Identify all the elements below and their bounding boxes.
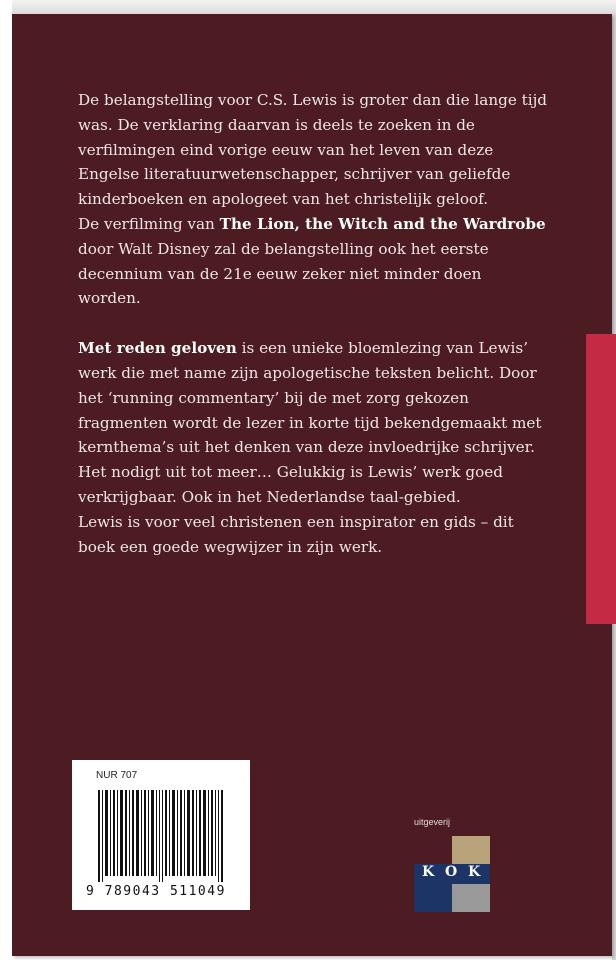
publisher-label: uitgeverij [414, 817, 451, 827]
blurb-text [78, 88, 548, 559]
book-title: Met reden geloven [78, 339, 237, 358]
barcode-icon [98, 790, 226, 882]
blurb-paragraph-3: Lewis is voor veel christenen een inspirator en gids – dit boek een goede wegwijzer in zijn werk. [78, 512, 514, 556]
kok-logo [414, 836, 490, 912]
paragraph-1-continuation: door Walt Disney zal de belangstelling ook het eerste decennium van de 21e eeuw zeker niet minder doen worden. [78, 239, 489, 308]
blurb-paragraph-1 [78, 88, 548, 311]
blurb-paragraph-2 [78, 336, 548, 510]
isbn-number: 9 789043 511049 [86, 884, 226, 899]
logo-letter-k1: K [422, 864, 435, 880]
paragraph-1-film-intro: De verfilming van [78, 214, 215, 233]
book-top-edge [12, 0, 616, 14]
paragraph-2-text: is een unieke bloemlezing van Lewis’ werk die met name zijn apologetische teksten belicht. Door het ‘running commentary’ bij de met zorg gekozen fragmenten wordt de lezer in korte tijd bekendgemaakt met kernthema’s uit het denken van deze invloedrijke schrijver. Het nodigt uit tot meer… Gelukkig is Lewis’ werk goed verkrijgbaar. Ook in het Nederlandse taal-gebied. [78, 339, 542, 506]
logo-letter-o: O [445, 864, 458, 880]
nur-code: NUR 707 [96, 770, 138, 781]
accent-stripe [586, 334, 616, 624]
barcode-label [72, 760, 250, 910]
film-title: The Lion, the Witch and the Wardrobe [219, 214, 546, 233]
logo-letter-k2: K [468, 864, 481, 880]
paragraph-1-text: De belangstelling voor C.S. Lewis is groter dan die lange tijd was. De verklaring daarvan is deels te zoeken in de verfilmingen eind vorige eeuw van het leven van deze Engelse literatuurwetenschapper, schrijver van geliefde kinderboeken en apologeet van het christelijk geloof. [78, 91, 548, 209]
